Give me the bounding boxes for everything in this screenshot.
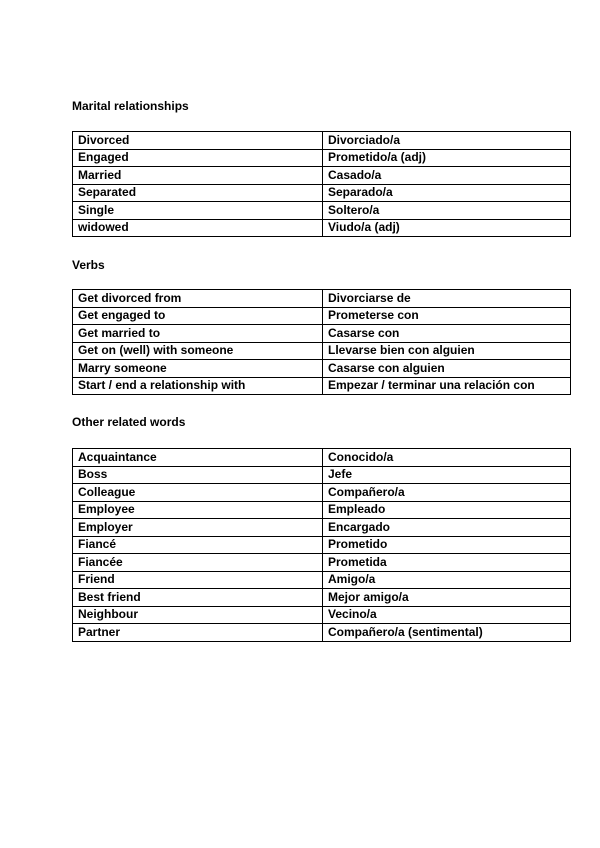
spanish-cell: Divorciado/a xyxy=(323,132,571,150)
spanish-cell: Compañero/a (sentimental) xyxy=(323,624,571,642)
english-cell: Fiancé xyxy=(73,536,323,554)
english-cell: Married xyxy=(73,167,323,185)
table-row xyxy=(73,219,571,237)
section-heading-other: Other related words xyxy=(72,415,186,429)
table-row xyxy=(73,342,571,360)
vocab-table-other xyxy=(72,448,571,642)
spanish-cell: Soltero/a xyxy=(323,202,571,220)
table-row xyxy=(73,449,571,467)
english-cell: Employer xyxy=(73,519,323,537)
spanish-cell: Divorciarse de xyxy=(323,290,571,308)
english-cell: Engaged xyxy=(73,149,323,167)
table-row xyxy=(73,149,571,167)
table-row xyxy=(73,501,571,519)
english-cell: Partner xyxy=(73,624,323,642)
spanish-cell: Vecino/a xyxy=(323,606,571,624)
spanish-cell: Conocido/a xyxy=(323,449,571,467)
table-row xyxy=(73,132,571,150)
spanish-cell: Prometido xyxy=(323,536,571,554)
spanish-cell: Casado/a xyxy=(323,167,571,185)
english-cell: Single xyxy=(73,202,323,220)
table-row xyxy=(73,624,571,642)
vocab-table-verbs xyxy=(72,289,571,395)
table-row xyxy=(73,290,571,308)
spanish-cell: Amigo/a xyxy=(323,571,571,589)
table-row xyxy=(73,519,571,537)
english-cell: Acquaintance xyxy=(73,449,323,467)
table-row xyxy=(73,589,571,607)
table-row xyxy=(73,571,571,589)
spanish-cell: Prometida xyxy=(323,554,571,572)
spanish-cell: Casarse con xyxy=(323,325,571,343)
english-cell: Colleague xyxy=(73,484,323,502)
english-cell: Marry someone xyxy=(73,360,323,378)
spanish-cell: Casarse con alguien xyxy=(323,360,571,378)
english-cell: Employee xyxy=(73,501,323,519)
spanish-cell: Separado/a xyxy=(323,184,571,202)
spanish-cell: Empezar / terminar una relación con xyxy=(323,377,571,395)
english-cell: Boss xyxy=(73,466,323,484)
table-row xyxy=(73,167,571,185)
table-row xyxy=(73,377,571,395)
table-row xyxy=(73,554,571,572)
table-row xyxy=(73,202,571,220)
spanish-cell: Viudo/a (adj) xyxy=(323,219,571,237)
section-heading-marital: Marital relationships xyxy=(72,99,189,113)
spanish-cell: Llevarse bien con alguien xyxy=(323,342,571,360)
table-row xyxy=(73,466,571,484)
english-cell: Fiancée xyxy=(73,554,323,572)
english-cell: Get divorced from xyxy=(73,290,323,308)
spanish-cell: Prometerse con xyxy=(323,307,571,325)
table-row xyxy=(73,360,571,378)
vocab-table-marital xyxy=(72,131,571,237)
spanish-cell: Compañero/a xyxy=(323,484,571,502)
table-row xyxy=(73,484,571,502)
english-cell: Divorced xyxy=(73,132,323,150)
spanish-cell: Empleado xyxy=(323,501,571,519)
english-cell: Start / end a relationship with xyxy=(73,377,323,395)
spanish-cell: Jefe xyxy=(323,466,571,484)
english-cell: Get married to xyxy=(73,325,323,343)
english-cell: widowed xyxy=(73,219,323,237)
english-cell: Get on (well) with someone xyxy=(73,342,323,360)
section-heading-verbs: Verbs xyxy=(72,258,105,272)
table-row xyxy=(73,325,571,343)
table-row xyxy=(73,606,571,624)
english-cell: Best friend xyxy=(73,589,323,607)
english-cell: Get engaged to xyxy=(73,307,323,325)
english-cell: Neighbour xyxy=(73,606,323,624)
table-row xyxy=(73,536,571,554)
table-row xyxy=(73,184,571,202)
spanish-cell: Mejor amigo/a xyxy=(323,589,571,607)
spanish-cell: Prometido/a (adj) xyxy=(323,149,571,167)
english-cell: Friend xyxy=(73,571,323,589)
spanish-cell: Encargado xyxy=(323,519,571,537)
english-cell: Separated xyxy=(73,184,323,202)
table-row xyxy=(73,307,571,325)
